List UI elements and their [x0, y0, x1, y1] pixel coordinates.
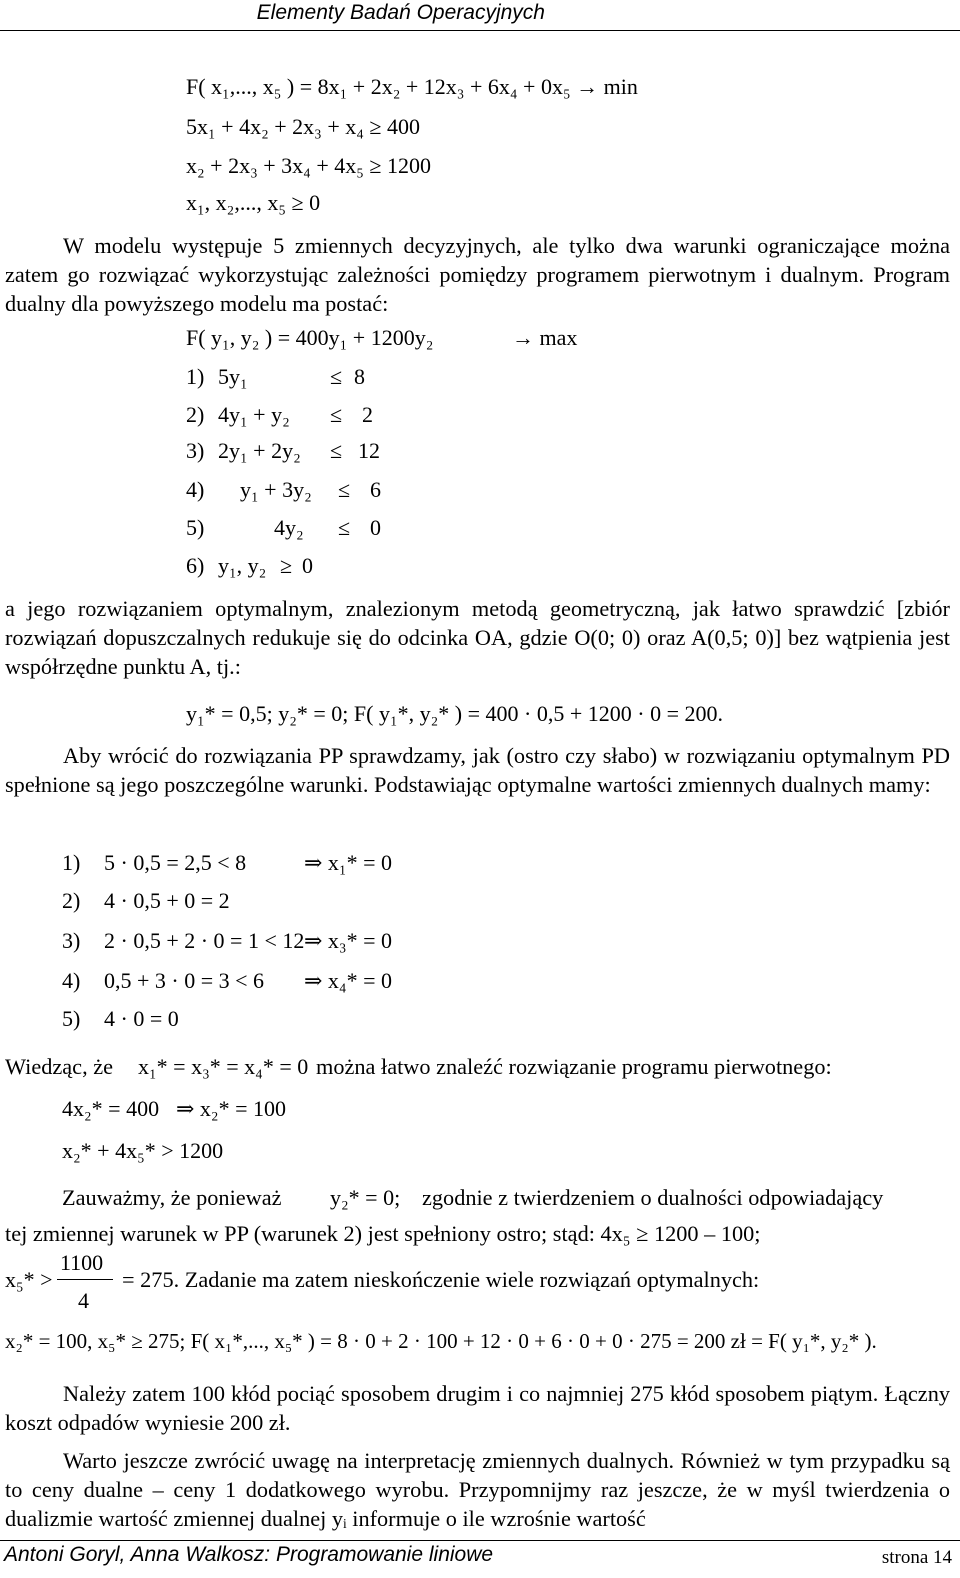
- dual-constraint-lhs: y₁ + 3y₂: [240, 477, 312, 502]
- paragraph-4-suffix: można łatwo znaleźć rozwiązanie programu pierwotnego:: [316, 1054, 832, 1079]
- fraction-bar: [57, 1279, 113, 1280]
- dual-constraint-lhs: y₁, y₂: [218, 553, 267, 578]
- paragraph-6: Należy zatem 100 kłód pociąć sposobem drugim i co najmniej 275 kłód sposobem piątym. Łączny koszt odpadów wyniesie 200 zł.: [5, 1381, 950, 1435]
- check-num: 2): [62, 888, 81, 913]
- dual-constraint-num: 1): [186, 364, 205, 389]
- header-title: Elementy Badań Operacyjnych: [256, 1, 545, 24]
- dual-constraint-rhs: 12: [358, 438, 380, 463]
- dual-constraint-num: 2): [186, 402, 205, 427]
- paragraph-5-line-2: tej zmiennej warunek w PP (warunek 2) jest spełniony ostro; stąd: 4x₅ ≥ 1200 – 100;: [5, 1221, 761, 1246]
- check-implication: ⇒ x₃* = 0: [304, 928, 393, 953]
- primal-objective: F( x₁,..., x₅ ) = 8x₁ + 2x₂ + 12x₃ + 6x₄ + 0x₅ → min: [186, 74, 638, 99]
- paragraph-3: Aby wrócić do rozwiązania PP sprawdzamy, jak (ostro czy słabo) w rozwiązaniu optymalnym PD spełnione są jego poszczególne warunki. Podstawiając optymalne wartości zmiennych dualnych mamy:: [5, 743, 950, 797]
- dual-constraint-rhs: 0: [302, 553, 313, 578]
- fraction-denominator: 4: [78, 1288, 89, 1313]
- check-num: 5): [62, 1006, 81, 1031]
- dual-constraint-num: 3): [186, 438, 205, 463]
- paragraph-4-math: x₁* = x₃* = x₄* = 0: [138, 1054, 309, 1079]
- dual-constraint-rhs: 6: [370, 477, 381, 502]
- page-number: strona 14: [881, 1547, 952, 1568]
- fraction-numerator: 1100: [60, 1250, 104, 1275]
- dual-constraint-rel: ≥: [280, 553, 293, 578]
- check-num: 3): [62, 928, 81, 953]
- dual-constraint-num: 5): [186, 515, 205, 540]
- primal-nonnegativity: x₁, x₂,..., x₅ ≥ 0: [186, 190, 321, 215]
- dual-constraint-lhs: 2y₁ + 2y₂: [218, 438, 301, 463]
- dual-constraint-rel: ≤: [330, 364, 343, 389]
- final-solution: x₂* = 100, x₅* ≥ 275; F( x₁*,..., x₅* ) = 8 · 0 + 2 · 100 + 12 · 0 + 6 · 0 + 0 · 275 = 200 zł = F( y₁*, y₂* ).: [5, 1329, 877, 1353]
- dual-sense: → max: [512, 325, 578, 350]
- dual-constraint-rel: ≤: [330, 402, 343, 427]
- paragraph-7: Warto jeszcze zwrócić uwagę na interpretację zmiennych dualnych. Również w tym przypadku są to ceny dualne – ceny 1 dodatkowego wyrobu. Przypomnijmy raz jeszcze, że w myśl twierdzenia o dualizmie wartość zmiennej dualnej yᵢ informuje o ile wzrośnie wartość: [5, 1448, 950, 1531]
- check-expr: 5 · 0,5 = 2,5 < 8: [104, 850, 247, 875]
- page-header: [0, 0, 960, 31]
- dual-constraint-lhs: 4y₂: [274, 515, 304, 540]
- dual-solution: y₁* = 0,5; y₂* = 0; F( y₁*, y₂* ) = 400 · 0,5 + 1200 · 0 = 200.: [186, 701, 723, 726]
- dual-constraint-rel: ≤: [330, 438, 343, 463]
- footer-authors: Antoni Goryl, Anna Walkosz: Programowanie liniowe: [4, 1543, 494, 1566]
- dual-constraint-lhs: 4y₁ + y₂: [218, 402, 290, 427]
- paragraph-5-start: Zauważmy, że ponieważ: [62, 1185, 282, 1210]
- primal-constraint-2: x₂ + 2x₃ + 3x₄ + 4x₅ ≥ 1200: [186, 153, 431, 178]
- dual-constraint-num: 6): [186, 553, 205, 578]
- primal-solve-line-2: x₂* + 4x₅* > 1200: [62, 1138, 224, 1163]
- dual-constraint-rhs: 2: [362, 402, 373, 427]
- check-implication: ⇒ x₁* = 0: [304, 850, 393, 875]
- check-num: 1): [62, 850, 81, 875]
- paragraph-1: W modelu występuje 5 zmiennych decyzyjnych, ale tylko dwa warunki ograniczające można zatem go rozwiązać wykorzystując zależności pomiędzy programem pierwotnym i dualnym. Program dualny dla powyższego modelu ma postać:: [5, 233, 950, 316]
- dual-constraint-rhs: 0: [370, 515, 381, 540]
- primal-solve-line-1: 4x₂* = 400: [62, 1096, 160, 1121]
- paragraph-4-prefix: Wiedząc, że: [5, 1054, 114, 1079]
- dual-constraint-num: 4): [186, 477, 205, 502]
- paragraph-2: a jego rozwiązaniem optymalnym, znalezionym metodą geometryczną, jak łatwo sprawdzić [zbiór rozwiązań dopuszczalnych redukuje się do odcinka OA, gdzie O(0; 0) oraz A(0,5; 0)] bez wątpienia jest współrzędne punktu A, tj.:: [5, 596, 950, 679]
- dual-constraint-rhs: 8: [354, 364, 365, 389]
- check-num: 4): [62, 968, 81, 993]
- fraction-lhs: x₅* >: [5, 1267, 53, 1292]
- paragraph-5-math: y₂* = 0;: [330, 1185, 401, 1210]
- dual-objective: F( y₁, y₂ ) = 400y₁ + 1200y₂: [186, 325, 434, 350]
- page-footer: [0, 1540, 960, 1578]
- paragraph-5-continuation: zgodnie z twierdzeniem o dualności odpowiadający: [422, 1185, 884, 1210]
- check-expr: 0,5 + 3 · 0 = 3 < 6: [104, 968, 265, 993]
- check-expr: 4 · 0 = 0: [104, 1006, 179, 1031]
- dual-constraint-lhs: 5y₁: [218, 364, 248, 389]
- paragraph-5-line-3: = 275. Zadanie ma zatem nieskończenie wiele rozwiązań optymalnych:: [122, 1267, 760, 1292]
- dual-constraint-rel: ≤: [338, 515, 351, 540]
- primal-solve-implication: ⇒ x₂* = 100: [176, 1096, 287, 1121]
- check-expr: 4 · 0,5 + 0 = 2: [104, 888, 230, 913]
- dual-constraint-rel: ≤: [338, 477, 351, 502]
- check-expr: 2 · 0,5 + 2 · 0 = 1 < 12: [104, 928, 305, 953]
- check-implication: ⇒ x₄* = 0: [304, 968, 393, 993]
- primal-constraint-1: 5x₁ + 4x₂ + 2x₃ + x₄ ≥ 400: [186, 114, 420, 139]
